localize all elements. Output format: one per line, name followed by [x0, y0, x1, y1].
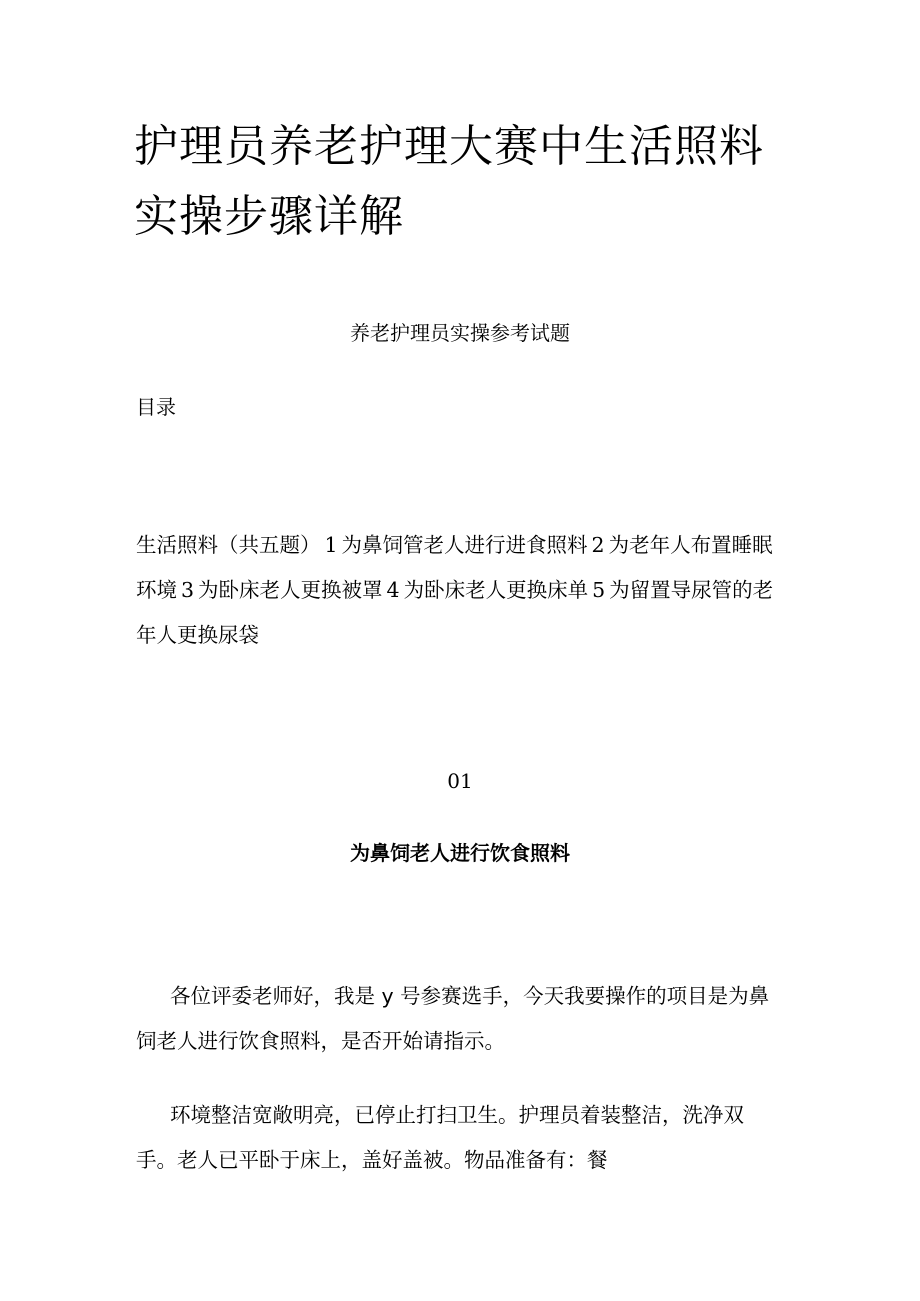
toc-item-number: 4	[386, 578, 400, 602]
toc-item-text: 为老年人布置睡眠环境	[136, 533, 773, 602]
toc-item-number: 5	[592, 578, 606, 602]
toc-category: 生活照料（共五题）	[136, 533, 321, 557]
section-number: 01	[447, 769, 473, 793]
section-title: 为鼻饲老人进行饮食照料	[350, 841, 570, 865]
document-subtitle: 养老护理员实操参考试题	[350, 321, 570, 345]
toc-item-text: 为卧床老人更换床单	[403, 578, 589, 602]
toc-item-text: 为留置导尿管的老年人更换尿袋	[136, 578, 774, 647]
toc-item-number: 2	[591, 533, 605, 557]
body-paragraph: 各位评委老师好，我是 y 号参赛选手，今天我要操作的项目是为鼻饲老人进行饮食照料，是否开始请指示。	[136, 984, 770, 1053]
toc-item-number: 3	[181, 578, 195, 602]
toc-item-text: 为鼻饲管老人进行进食照料	[341, 533, 588, 557]
table-of-contents	[136, 523, 776, 658]
toc-heading: 目录	[136, 395, 176, 419]
toc-item-number: 1	[324, 533, 338, 557]
toc-item-text: 为卧床老人更换被罩	[198, 578, 383, 602]
body-paragraph: 环境整洁宽敞明亮，已停止打扫卫生。护理员着装整洁，洗净双手。老人已平卧于床上，盖好盖被。物品准备有：餐	[136, 1103, 744, 1172]
document-title: 护理员养老护理大赛中生活照料实操步骤详解	[134, 121, 764, 242]
